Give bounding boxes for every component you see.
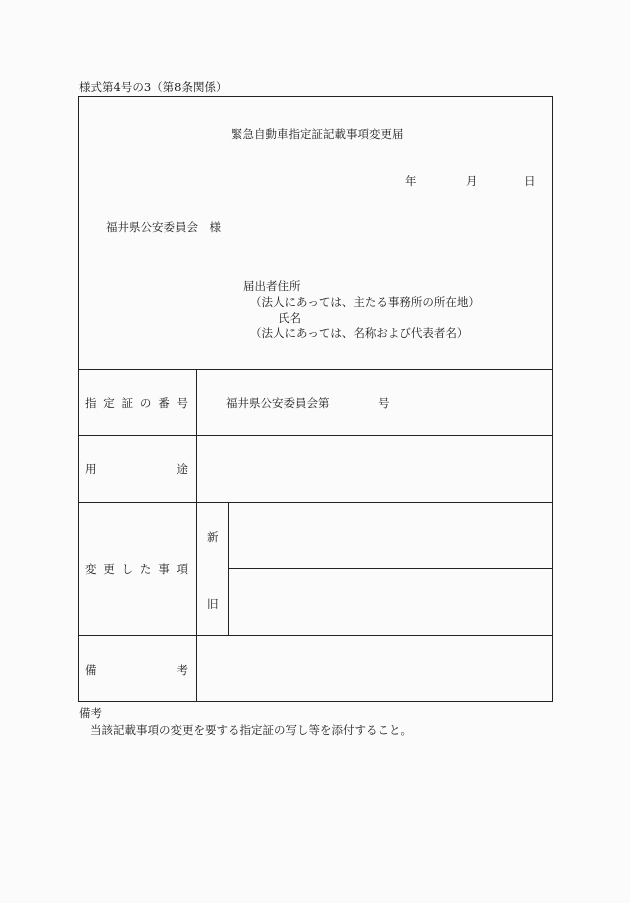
changes-label <box>85 562 188 576</box>
date-day-label: 日 <box>524 174 536 188</box>
label-char: 定 <box>103 396 115 410</box>
changes-old-label: 旧 <box>207 597 219 611</box>
cert-number-label <box>85 396 188 410</box>
label-char: 更 <box>103 562 115 576</box>
label-char: 変 <box>85 562 97 576</box>
purpose-label <box>85 462 188 476</box>
cert-number-prefix: 福井県公安委員会第 <box>226 396 330 410</box>
rule-header-bottom <box>78 369 553 370</box>
label-char: 号 <box>176 396 188 410</box>
rule-row1-bottom <box>78 435 553 436</box>
label-char: 指 <box>85 396 97 410</box>
label-char: の <box>139 396 152 410</box>
name-label: 氏名 <box>278 311 301 325</box>
rule-label-column <box>196 369 197 702</box>
rule-sub-column <box>228 502 229 635</box>
name-note: （法人にあっては、名称および代表者名） <box>250 326 469 340</box>
label-char: 項 <box>176 562 188 576</box>
date-year-label: 年 <box>405 174 417 188</box>
label-char: し <box>121 562 134 576</box>
purpose-label-text <box>85 462 188 476</box>
rule-row3-bottom <box>78 635 553 636</box>
form-title: 緊急自動車指定証記載事項変更届 <box>231 127 404 141</box>
cert-number-label-text <box>85 396 188 410</box>
addressee: 福井県公安委員会 様 <box>106 220 221 234</box>
changes-label-text <box>85 562 188 576</box>
cert-number-suffix: 号 <box>378 396 390 410</box>
remarks-label <box>85 663 188 677</box>
address-label: 届出者住所 <box>243 279 301 293</box>
form-number: 様式第4号の3（第8条関係） <box>79 80 228 94</box>
label-char: 番 <box>158 396 170 410</box>
label-char: た <box>139 562 152 576</box>
label-char: 事 <box>158 562 170 576</box>
remarks-label-text <box>85 663 188 677</box>
footnote-text: 当該記載事項の変更を要する指定証の写し等を添付すること。 <box>90 723 412 737</box>
rule-new-old-divider <box>228 568 553 569</box>
label-char: 備 <box>85 663 97 677</box>
footnote-heading: 備考 <box>79 706 102 720</box>
label-char: 途 <box>176 462 188 476</box>
rule-row2-bottom <box>78 502 553 503</box>
label-char: 証 <box>121 396 134 410</box>
label-char: 用 <box>85 462 97 476</box>
date-month-label: 月 <box>466 174 478 188</box>
address-note: （法人にあっては、主たる事務所の所在地） <box>250 295 480 309</box>
label-char: 考 <box>176 663 188 677</box>
changes-new-label: 新 <box>207 530 219 544</box>
